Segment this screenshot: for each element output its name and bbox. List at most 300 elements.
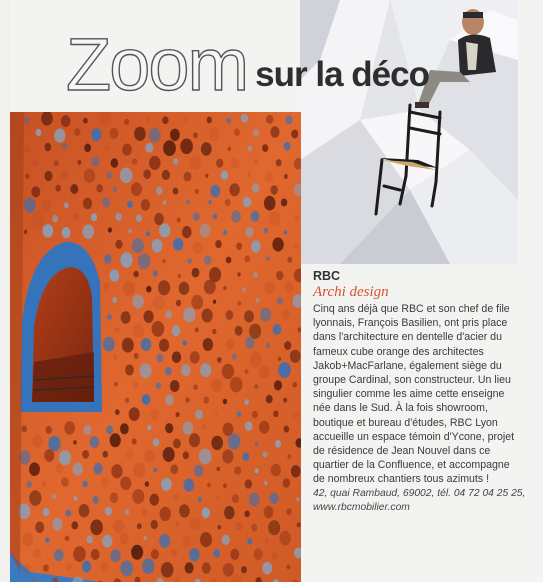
facade-hole bbox=[62, 227, 71, 238]
facade-hole bbox=[245, 227, 253, 237]
facade-hole bbox=[153, 296, 165, 311]
facade-hole bbox=[200, 363, 211, 377]
facade-hole bbox=[276, 271, 283, 280]
facade-hole bbox=[61, 170, 68, 179]
facade-hole bbox=[201, 142, 212, 155]
facade-hole bbox=[183, 536, 192, 547]
facade-hole bbox=[223, 423, 234, 436]
facade-hole bbox=[190, 155, 202, 170]
facade-hole bbox=[213, 214, 218, 220]
facade-hole bbox=[108, 227, 112, 232]
facade-hole bbox=[235, 326, 243, 336]
facade-hole bbox=[172, 325, 181, 336]
facade-hole bbox=[272, 552, 278, 559]
facade-hole bbox=[256, 298, 260, 303]
facade-hole bbox=[142, 394, 151, 405]
facade-hole bbox=[254, 158, 259, 164]
article bbox=[313, 269, 528, 515]
facade-hole bbox=[134, 353, 139, 359]
facade-hole bbox=[110, 492, 118, 503]
facade-hole bbox=[46, 426, 52, 434]
facade-hole bbox=[186, 200, 189, 204]
facade-hole bbox=[286, 508, 292, 515]
facade-hole bbox=[149, 128, 161, 143]
facade-hole bbox=[204, 280, 216, 295]
facade-hole bbox=[138, 254, 151, 270]
facade-hole bbox=[285, 115, 292, 124]
facade-hole bbox=[183, 307, 195, 322]
facade-hole bbox=[121, 560, 134, 576]
facade-hole bbox=[223, 483, 227, 488]
facade-hole bbox=[189, 548, 200, 561]
facade-hole bbox=[244, 510, 249, 517]
facade-hole bbox=[132, 438, 137, 444]
facade-hole bbox=[141, 199, 150, 211]
facade-hole bbox=[154, 213, 164, 225]
facade-hole bbox=[105, 507, 112, 516]
facade-hole bbox=[74, 496, 78, 501]
article-body-line: de nombreux chantiers tous azimuts ! bbox=[313, 473, 490, 486]
facade-hole bbox=[62, 143, 67, 149]
facade-hole bbox=[237, 272, 240, 276]
facade-hole bbox=[92, 157, 100, 167]
facade-hole bbox=[102, 535, 112, 548]
facade-hole bbox=[247, 538, 252, 545]
facade-hole bbox=[72, 521, 79, 529]
facade-hole bbox=[90, 519, 103, 535]
facade-hole bbox=[158, 280, 170, 295]
facade-hole bbox=[284, 142, 291, 151]
facade-hole bbox=[82, 450, 89, 459]
facade-hole bbox=[183, 340, 187, 345]
facade-hole bbox=[73, 546, 86, 562]
facade-hole bbox=[131, 182, 142, 196]
facade-hole bbox=[100, 477, 108, 487]
facade-hole bbox=[36, 129, 42, 136]
facade-hole bbox=[212, 329, 216, 335]
facade-hole bbox=[128, 229, 132, 234]
facade-hole bbox=[142, 558, 154, 574]
facade-hole bbox=[230, 377, 243, 393]
facade-hole bbox=[243, 197, 252, 208]
facade-hole bbox=[207, 483, 210, 487]
facade-hole bbox=[65, 536, 70, 542]
facade-hole bbox=[165, 367, 172, 375]
facade-hole bbox=[42, 481, 47, 487]
facade-hole bbox=[203, 338, 213, 351]
facade-hole bbox=[210, 185, 220, 197]
article-address bbox=[313, 487, 528, 515]
facade-hole bbox=[27, 481, 32, 488]
facade-hole bbox=[276, 159, 282, 166]
facade-hole bbox=[285, 281, 294, 292]
facade-hole bbox=[217, 525, 221, 530]
facade-hole bbox=[225, 199, 231, 206]
facade-hole bbox=[175, 522, 179, 527]
facade-hole bbox=[284, 341, 291, 350]
facade-hole bbox=[145, 143, 153, 153]
facade-hole bbox=[115, 409, 120, 415]
facade-hole bbox=[152, 321, 165, 337]
facade-hole bbox=[122, 338, 134, 353]
facade-hole bbox=[262, 562, 272, 575]
facade-hole bbox=[143, 536, 146, 540]
facade-hole bbox=[24, 198, 36, 213]
facade-hole bbox=[120, 477, 131, 491]
facade-hole bbox=[195, 410, 203, 420]
facade-hole bbox=[254, 549, 263, 560]
facade-hole bbox=[251, 211, 260, 222]
facade-hole bbox=[244, 399, 249, 405]
facade-hole bbox=[241, 566, 247, 573]
facade-hole bbox=[222, 450, 233, 464]
facade-hole bbox=[102, 197, 110, 207]
facade-hole bbox=[249, 493, 260, 507]
facade-hole bbox=[217, 467, 221, 471]
website-text: www.rbcmobilier.com bbox=[313, 501, 410, 513]
facade-hole bbox=[91, 549, 100, 560]
facade-hole bbox=[129, 407, 140, 421]
facade-hole bbox=[110, 128, 119, 139]
facade-hole bbox=[133, 382, 139, 389]
facade-hole bbox=[156, 382, 161, 389]
facade-hole bbox=[270, 493, 279, 504]
facade-hole bbox=[255, 441, 258, 445]
facade-hole bbox=[29, 490, 41, 505]
facade-hole bbox=[291, 465, 301, 477]
facade-hole bbox=[286, 565, 290, 570]
facade-hole bbox=[190, 351, 200, 364]
facade-hole bbox=[203, 397, 209, 404]
facade-hole bbox=[253, 129, 259, 137]
facade-hole bbox=[156, 187, 163, 195]
facade-hole bbox=[195, 328, 199, 333]
facade-hole bbox=[198, 497, 202, 503]
facade-hole bbox=[43, 564, 49, 572]
facade-hole bbox=[107, 172, 113, 179]
facade-hole bbox=[84, 144, 91, 153]
facade-hole bbox=[251, 240, 261, 253]
facade-hole bbox=[29, 462, 40, 476]
facade-hole bbox=[184, 117, 188, 122]
facade-hole bbox=[202, 562, 211, 574]
orange-cube-building-photo bbox=[10, 112, 301, 582]
facade-hole bbox=[55, 185, 61, 192]
facade-hole bbox=[61, 477, 69, 487]
facade-hole bbox=[238, 301, 242, 306]
facade-hole bbox=[235, 522, 242, 531]
facade-hole bbox=[64, 421, 75, 435]
facade-hole bbox=[266, 395, 273, 404]
facade-hole bbox=[265, 281, 275, 294]
facade-hole bbox=[48, 436, 60, 451]
facade-hole bbox=[54, 129, 65, 143]
facade-hole bbox=[173, 439, 181, 449]
orange-cube-building-illustration bbox=[10, 112, 301, 582]
facade-hole bbox=[115, 327, 120, 333]
facade-hole bbox=[22, 533, 33, 547]
facade-hole bbox=[279, 531, 291, 546]
facade-hole bbox=[111, 158, 119, 167]
facade-hole bbox=[200, 224, 211, 238]
facade-hole bbox=[223, 230, 227, 235]
facade-hole bbox=[180, 139, 193, 155]
facade-hole bbox=[79, 504, 90, 517]
facade-hole bbox=[208, 200, 211, 204]
facade-hole bbox=[73, 440, 77, 444]
facade-hole bbox=[171, 549, 178, 557]
facade-hole bbox=[33, 549, 41, 559]
facade-hole bbox=[24, 145, 30, 153]
facade-hole bbox=[159, 339, 169, 352]
facade-hole bbox=[83, 118, 88, 124]
facade-hole bbox=[146, 286, 151, 293]
facade-hole bbox=[106, 426, 113, 435]
facade-hole bbox=[245, 255, 251, 262]
facade-hole bbox=[292, 411, 299, 419]
facade-hole bbox=[202, 309, 213, 323]
facade-hole bbox=[104, 254, 111, 263]
facade-hole bbox=[59, 450, 71, 465]
facade-hole bbox=[132, 238, 144, 253]
title-sub: sur la déco bbox=[255, 55, 429, 94]
facade-hole bbox=[189, 433, 200, 447]
facade-hole bbox=[221, 171, 228, 180]
facade-hole bbox=[182, 226, 192, 238]
facade-hole bbox=[215, 411, 218, 415]
facade-hole bbox=[151, 549, 159, 559]
facade-hole bbox=[193, 242, 203, 254]
article-body bbox=[313, 302, 528, 487]
facade-hole bbox=[114, 382, 118, 387]
facade-hole bbox=[120, 533, 129, 544]
facade-hole bbox=[131, 545, 143, 560]
facade-hole bbox=[150, 409, 159, 420]
facade-hole bbox=[179, 504, 190, 517]
facade-hole bbox=[45, 143, 52, 151]
facade-hole bbox=[230, 549, 239, 560]
facade-hole bbox=[120, 252, 132, 267]
facade-hole bbox=[266, 343, 270, 348]
facade-hole bbox=[173, 158, 178, 165]
facade-hole bbox=[153, 270, 158, 276]
facade-hole bbox=[24, 230, 28, 235]
facade-hole bbox=[149, 156, 160, 170]
facade-hole bbox=[181, 364, 191, 376]
facade-hole bbox=[44, 449, 54, 462]
facade-hole bbox=[253, 272, 257, 277]
facade-hole bbox=[248, 146, 253, 152]
facade-hole bbox=[213, 300, 216, 304]
facade-hole bbox=[226, 310, 234, 320]
facade-hole bbox=[161, 478, 172, 491]
facade-hole bbox=[65, 509, 71, 516]
facade-hole bbox=[244, 310, 254, 322]
facade-hole bbox=[91, 128, 101, 141]
facade-hole bbox=[266, 256, 269, 260]
facade-hole bbox=[250, 352, 262, 367]
facade-hole bbox=[275, 440, 281, 448]
facade-hole bbox=[159, 223, 170, 237]
facade-hole bbox=[264, 196, 276, 211]
facade-hole bbox=[115, 213, 122, 221]
article-body-line: quartier de la Confluence, et accompagne bbox=[313, 459, 510, 472]
article-body-line: dans l'architecture en dentelle d'acier du bbox=[313, 331, 502, 344]
facade-hole bbox=[211, 379, 222, 393]
facade-hole bbox=[83, 224, 95, 238]
facade-hole bbox=[141, 338, 151, 351]
facade-hole bbox=[54, 160, 59, 166]
facade-hole bbox=[93, 463, 102, 475]
facade-hole bbox=[231, 210, 241, 222]
facade-hole bbox=[43, 508, 50, 516]
facade-hole bbox=[271, 185, 278, 194]
facade-hole bbox=[241, 114, 248, 123]
facade-hole bbox=[176, 300, 181, 307]
facade-hole bbox=[44, 171, 52, 181]
facade-hole bbox=[134, 127, 146, 141]
facade-hole bbox=[268, 520, 280, 535]
facade-hole bbox=[255, 468, 259, 473]
facade-hole bbox=[122, 144, 132, 156]
article-body-line: boutique et bureau d'études, RBC Lyon bbox=[313, 416, 498, 429]
facade-hole bbox=[290, 350, 301, 363]
facade-hole bbox=[234, 129, 240, 136]
facade-hole bbox=[77, 160, 81, 165]
facade-hole bbox=[111, 464, 122, 478]
facade-hole bbox=[191, 295, 203, 310]
facade-hole bbox=[157, 354, 164, 362]
facade-hole bbox=[32, 159, 38, 167]
facade-hole bbox=[232, 354, 237, 360]
facade-hole bbox=[245, 337, 254, 349]
facade-hole bbox=[146, 231, 150, 236]
facade-hole bbox=[96, 184, 103, 192]
facade-hole bbox=[248, 173, 251, 177]
facade-hole bbox=[74, 128, 80, 136]
article-body-line: née dans le Sud. À la fois showroom, bbox=[313, 402, 488, 415]
facade-hole bbox=[266, 115, 273, 124]
facade-hole bbox=[113, 519, 124, 533]
facade-hole bbox=[259, 365, 270, 378]
facade-hole bbox=[237, 411, 242, 417]
facade-hole bbox=[163, 200, 166, 204]
facade-hole bbox=[159, 534, 170, 548]
facade-hole bbox=[245, 421, 253, 431]
facade-hole bbox=[284, 426, 290, 433]
facade-hole bbox=[274, 380, 282, 390]
facade-hole bbox=[64, 202, 69, 208]
facade-hole bbox=[194, 465, 204, 477]
facade-hole bbox=[66, 563, 72, 571]
facade-hole bbox=[172, 351, 181, 363]
facade-hole bbox=[115, 240, 122, 249]
facade-hole bbox=[165, 423, 173, 433]
facade-hole bbox=[126, 449, 134, 459]
facade-hole bbox=[31, 211, 43, 227]
facade-hole bbox=[173, 188, 179, 195]
facade-hole bbox=[297, 522, 301, 527]
facade-hole bbox=[170, 380, 180, 392]
facade-hole bbox=[151, 520, 158, 529]
facade-hole bbox=[162, 116, 168, 124]
facade-hole bbox=[103, 283, 109, 290]
facade-hole bbox=[52, 215, 58, 223]
facade-hole bbox=[287, 257, 292, 263]
facade-hole bbox=[284, 230, 287, 234]
facade-hole bbox=[204, 255, 212, 265]
facade-hole bbox=[264, 228, 268, 233]
facade-hole bbox=[144, 310, 154, 323]
facade-hole bbox=[123, 281, 135, 296]
facade-hole bbox=[207, 117, 212, 124]
facade-hole bbox=[91, 213, 97, 221]
facade-hole bbox=[188, 258, 192, 263]
facade-hole bbox=[165, 310, 172, 319]
facade-hole bbox=[234, 466, 241, 475]
facade-hole bbox=[103, 337, 115, 352]
facade-hole bbox=[32, 435, 42, 448]
facade-hole bbox=[209, 127, 220, 141]
facade-hole bbox=[147, 425, 151, 430]
facade-hole bbox=[177, 217, 181, 222]
facade-hole bbox=[202, 508, 210, 519]
facade-hole bbox=[84, 169, 95, 183]
facade-hole bbox=[110, 433, 121, 447]
facade-hole bbox=[215, 240, 222, 248]
facade-hole bbox=[143, 169, 151, 179]
facade-hole bbox=[61, 115, 71, 127]
facade-hole bbox=[265, 538, 269, 543]
facade-hole bbox=[216, 159, 223, 168]
facade-hole bbox=[243, 453, 250, 461]
facade-hole bbox=[265, 172, 274, 183]
facade-hole bbox=[213, 549, 220, 558]
facade-hole bbox=[291, 129, 298, 138]
facade-hole bbox=[141, 509, 147, 516]
article-body-line: fameux cube orange des architectes bbox=[313, 345, 484, 358]
facade-hole bbox=[23, 564, 31, 574]
facade-hole bbox=[185, 397, 189, 402]
facade-hole bbox=[87, 535, 93, 543]
article-body-line: lyonnais, François Basilien, ont pris place bbox=[313, 317, 508, 330]
facade-hole bbox=[183, 451, 189, 459]
facade-hole bbox=[107, 314, 112, 320]
facade-hole bbox=[133, 324, 144, 338]
facade-hole bbox=[216, 495, 220, 500]
facade-hole bbox=[251, 524, 257, 532]
facade-hole bbox=[160, 507, 171, 521]
facade-hole bbox=[54, 549, 64, 561]
facade-hole bbox=[124, 119, 129, 125]
facade-hole bbox=[112, 297, 117, 303]
facade-hole bbox=[73, 463, 83, 476]
facade-hole bbox=[226, 257, 232, 264]
facade-hole bbox=[31, 186, 40, 197]
facade-hole bbox=[170, 465, 178, 475]
facade-hole bbox=[254, 384, 258, 389]
facade-hole bbox=[283, 398, 287, 403]
facade-hole bbox=[185, 562, 194, 573]
facade-hole bbox=[262, 144, 268, 152]
facade-hole bbox=[90, 436, 100, 448]
facade-hole bbox=[133, 271, 138, 278]
facade-hole bbox=[244, 369, 248, 374]
facade-hole bbox=[150, 494, 160, 506]
facade-hole bbox=[173, 238, 183, 251]
facade-hole bbox=[132, 158, 137, 165]
facade-hole bbox=[270, 126, 279, 137]
